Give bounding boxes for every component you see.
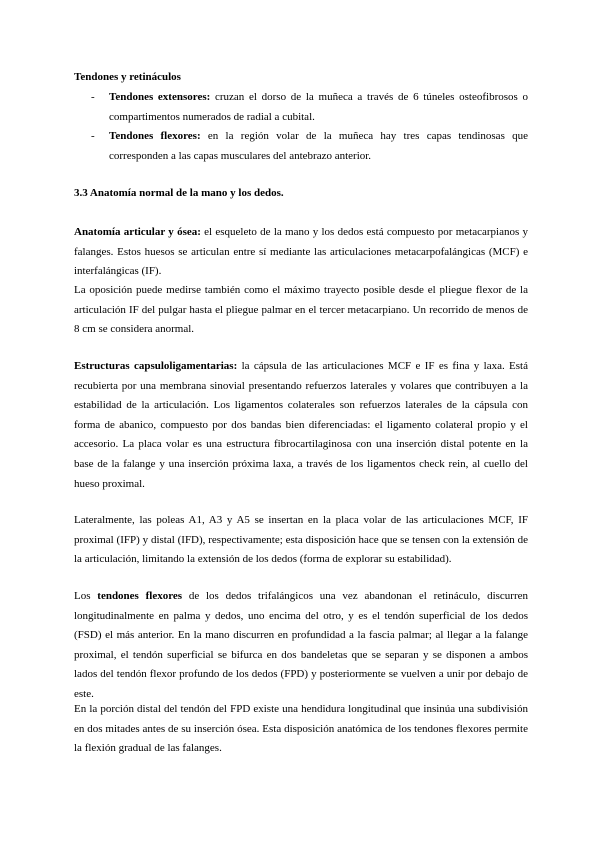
list-item-text: cruzan el dorso de la muñeca a través de 6 túneles osteofibrosos o compartimentos numerados de radial a cubital. — [109, 91, 529, 123]
subsection-heading: 3.3 Anatomía normal de la mano y los dedos. — [74, 187, 284, 199]
paragraph-text-lead: Los — [74, 590, 98, 602]
list-item-text: en la región volar de la muñeca hay tres capas tendinosas que corresponden a las capas musculares del antebrazo anterior. — [109, 130, 529, 162]
paragraph-fpd-distal: En la porción distal del tendón del FPD existe una hendidura longitudinal que insinúa una subdivisión en dos mitades antes de su inserción ósea. Esta disposición anatómica de los tendones flexores permite la flexión gradual de las falanges. — [74, 703, 528, 755]
tendon-list — [74, 88, 528, 166]
paragraph-text: la cápsula de las articulaciones MCF e IF es fina y laxa. Está recubierta por una membrana sinovial presentando refuerzos laterales y volares que contribuyen a la estabilidad de la articulación. Los ligamentos colaterales son refuerzos laterales de la cápsula con forma de abanico, compuesto por dos bandas bien diferenciadas: el ligamento colateral propio y el accesorio. La placa volar es una estructura fibrocartilaginosa con una inserción distal potente en la base de la falange y una inserción próxima laxa, a través de los ligamentos check rein, al cuello del hueso proximal. — [74, 360, 528, 490]
paragraph-joint-anatomy — [74, 223, 528, 282]
list-item-term: Tendones extensores: — [109, 91, 211, 103]
list-item — [74, 88, 528, 127]
bullet-dash: - — [91, 130, 95, 143]
section-title: Tendones y retináculos — [74, 71, 181, 83]
paragraph-pulleys: Lateralmente, las poleas A1, A3 y A5 se insertan en la placa volar de las articulaciones MCF, IF proximal (IFP) y distal (IFD), respectivamente; esta disposición hace que se tensen con la extensión de la articulación, limitando la extensión de los dedos (forma de explorar su estabilidad). — [74, 514, 528, 566]
paragraph-term: Estructuras capsuloligamentarias: — [74, 360, 238, 372]
list-item-term: Tendones flexores: — [109, 130, 201, 143]
paragraph-flexor-tendons — [74, 587, 528, 705]
paragraph-term: Anatomía articular y ósea: — [74, 226, 201, 238]
paragraph-term: tendones flexores — [97, 590, 183, 602]
paragraph-capsuloligamentous — [74, 357, 528, 494]
paragraph-text: el esqueleto de la mano y los dedos está compuesto por metacarpianos y falanges. Estos huesos se articulan entre sí mediante las articulaciones metacarpofalángicas (MCF) e interfalángicas (IF). — [74, 226, 528, 278]
paragraph-opposition: La oposición puede medirse también como el máximo trayecto posible desde el pliegue flexor de la articulación IF del pulgar hasta el pliegue palmar en el tercer metacarpiano. Un recorrido de menos de 8 cm se considera anormal. — [74, 284, 528, 336]
paragraph-text: de los dedos trifalángicos una vez abandonan el retináculo, discurren longitudinalmente en palma y dedos, uno encima del otro, y es el tendón superficial de los dedos (FSD) el más anterior. En la mano discurren en profundidad a la fascia palmar; al llegar a la falange proximal, el tendón superficial se bifurca en dos bandeletas que se separan y se disponen a ambos lados del tendón flexor profundo de los dedos (FPD) y posteriormente se vuelven a unir por debajo de este. — [74, 590, 529, 700]
list-item — [74, 127, 528, 166]
bullet-dash: - — [91, 91, 95, 103]
